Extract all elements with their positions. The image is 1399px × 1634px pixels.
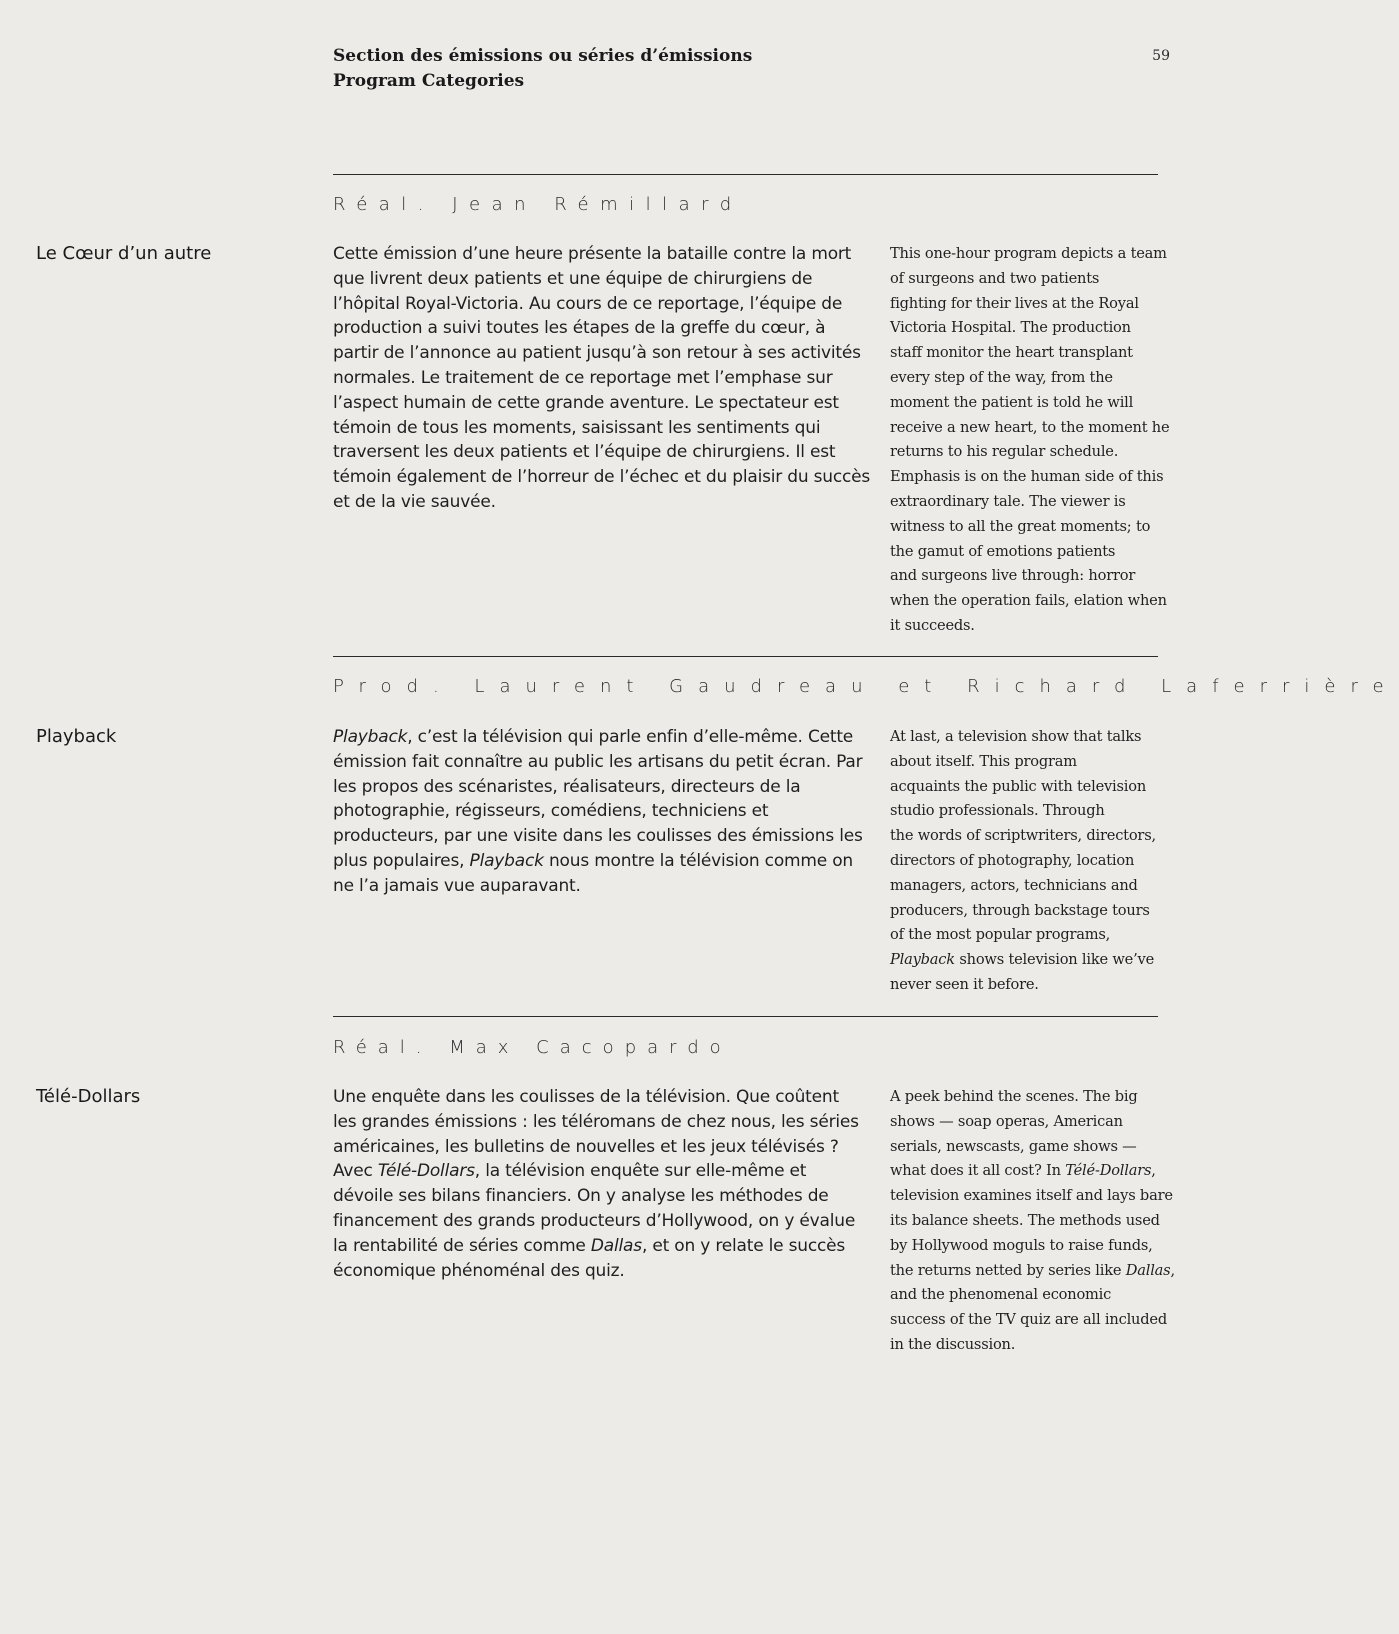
italic-title: Dallas bbox=[590, 1235, 642, 1256]
french-description bbox=[333, 242, 873, 515]
text-line: et de la vie sauvée. bbox=[333, 491, 496, 512]
text-line: its balance sheets. The methods used bbox=[890, 1211, 1160, 1229]
text-line: the words of scriptwriters, directors, bbox=[890, 827, 1156, 845]
section-heading-french: Section des émissions ou séries d’émissions bbox=[333, 46, 753, 66]
text-line: fighting for their lives at the Royal bbox=[890, 294, 1139, 312]
text-line: receive a new heart, to the moment he bbox=[890, 418, 1170, 436]
italic-title: Télé-Dollars bbox=[1065, 1162, 1152, 1180]
text-line: témoin également de l’horreur de l’échec et du plaisir du succès bbox=[333, 467, 871, 488]
text-line: la rentabilité de séries comme Dallas, et on y relate le succès bbox=[333, 1235, 846, 1256]
text-line: the gamut of emotions patients bbox=[890, 542, 1116, 560]
divider-rule bbox=[333, 1016, 1158, 1017]
text-line: Cette émission d’une heure présente la bataille contre la mort bbox=[333, 244, 852, 264]
text-line: moment the patient is told he will bbox=[890, 393, 1134, 411]
text-line: ne l’a jamais vue auparavant. bbox=[333, 875, 581, 896]
divider-rule bbox=[333, 656, 1158, 657]
text-line: about itself. This program bbox=[890, 752, 1077, 770]
text-line: This one-hour program depicts a team bbox=[890, 245, 1167, 262]
text-line: financement des grands producteurs d’Hollywood, on y évalue bbox=[333, 1210, 856, 1231]
english-description bbox=[890, 725, 1170, 998]
credit-line: Réal. Max Cacopardo bbox=[333, 1037, 732, 1058]
section-heading-english: Program Categories bbox=[333, 71, 525, 91]
text-line: Avec Télé-Dollars, la télévision enquête sur elle-même et bbox=[333, 1161, 807, 1182]
text-line: returns to his regular schedule. bbox=[890, 443, 1119, 461]
italic-title: Playback bbox=[890, 951, 955, 969]
french-description bbox=[333, 1085, 873, 1283]
text-line: every step of the way, from the bbox=[890, 368, 1113, 386]
text-line: never seen it before. bbox=[890, 975, 1039, 993]
program-title: Playback bbox=[36, 726, 117, 747]
text-line: les grandes émissions : les téléromans de chez nous, les séries bbox=[333, 1111, 859, 1132]
text-line: At last, a television show that talks bbox=[890, 728, 1142, 745]
text-line: Emphasis is on the human side of this bbox=[890, 468, 1164, 486]
text-line: of surgeons and two patients bbox=[890, 269, 1100, 287]
text-line: américaines, les bulletins de nouvelles et les jeux télévisés ? bbox=[333, 1136, 839, 1157]
text-line: extraordinary tale. The viewer is bbox=[890, 492, 1126, 510]
text-line: Une enquête dans les coulisses de la télévision. Que coûtent bbox=[333, 1087, 839, 1107]
program-title: Télé-Dollars bbox=[36, 1086, 141, 1107]
text-line: success of the TV quiz are all included bbox=[890, 1311, 1167, 1329]
text-line: of the most popular programs, bbox=[890, 926, 1111, 944]
text-line: and surgeons live through: horror bbox=[890, 567, 1136, 585]
text-line: when the operation fails, elation when bbox=[890, 592, 1167, 610]
credit-line: Réal. Jean Rémillard bbox=[333, 194, 743, 215]
text-line: television examines itself and lays bare bbox=[890, 1187, 1173, 1205]
text-line: l’aspect humain de cette grande aventure. Le spectateur est bbox=[333, 392, 839, 413]
text-line: it succeeds. bbox=[890, 616, 975, 634]
text-line: in the discussion. bbox=[890, 1335, 1016, 1353]
text-line: witness to all the great moments; to bbox=[890, 517, 1151, 535]
program-title: Le Cœur d’un autre bbox=[36, 243, 212, 264]
divider-rule bbox=[333, 174, 1158, 175]
english-description bbox=[890, 242, 1170, 639]
text-line: traversent les deux patients et l’équipe de chirurgiens. Il est bbox=[333, 442, 836, 463]
italic-title: Playback bbox=[333, 727, 408, 747]
text-line: Playback shows television like we’ve bbox=[890, 951, 1155, 969]
italic-title: Télé-Dollars bbox=[377, 1161, 475, 1182]
text-line: A peek behind the scenes. The big bbox=[890, 1088, 1138, 1105]
text-line: production a suivi toutes les étapes de la greffe du cœur, à bbox=[333, 318, 826, 339]
english-description bbox=[890, 1085, 1175, 1358]
text-line: économique phénoménal des quiz. bbox=[333, 1260, 625, 1281]
french-description bbox=[333, 725, 873, 899]
text-line: Victoria Hospital. The production bbox=[890, 319, 1131, 337]
text-line: staff monitor the heart transplant bbox=[890, 344, 1133, 362]
text-line: l’hôpital Royal-Victoria. Au cours de ce reportage, l’équipe de bbox=[333, 293, 843, 314]
text-line: what does it all cost? In Télé-Dollars, bbox=[890, 1162, 1156, 1180]
text-line: témoin de tous les moments, saisissant les sentiments qui bbox=[333, 417, 821, 438]
italic-title: Dallas bbox=[1125, 1261, 1171, 1279]
text-line: émission fait connaître au public les artisans du petit écran. Par bbox=[333, 751, 863, 772]
text-line: acquaints the public with television bbox=[890, 777, 1147, 795]
italic-title: Playback bbox=[469, 850, 544, 871]
text-line: producers, through backstage tours bbox=[890, 901, 1150, 919]
text-line: directors of photography, location bbox=[890, 851, 1135, 869]
text-line: managers, actors, technicians and bbox=[890, 876, 1138, 894]
text-line: normales. Le traitement de ce reportage met l’emphase sur bbox=[333, 367, 833, 388]
text-line: and the phenomenal economic bbox=[890, 1286, 1112, 1304]
text-line: les propos des scénaristes, réalisateurs, directeurs de la bbox=[333, 776, 801, 797]
text-line: dévoile ses bilans financiers. On y analyse les méthodes de bbox=[333, 1186, 829, 1207]
text-line: partir de l’annonce au patient jusqu’à son retour à ses activités bbox=[333, 343, 861, 364]
text-line: photographie, régisseurs, comédiens, techniciens et bbox=[333, 801, 769, 822]
text-line: plus populaires, Playback nous montre la télévision comme on bbox=[333, 850, 853, 871]
text-line: serials, newscasts, game shows — bbox=[890, 1137, 1137, 1155]
text-line: Playback, c’est la télévision qui parle enfin d’elle-même. Cette bbox=[333, 727, 854, 747]
text-line: studio professionals. Through bbox=[890, 802, 1105, 820]
text-line: producteurs, par une visite dans les coulisses des émissions les bbox=[333, 826, 863, 847]
credit-line: Prod. Laurent Gaudreau et Richard Laferrière bbox=[333, 676, 1399, 697]
page-header bbox=[333, 44, 752, 94]
text-line: the returns netted by series like Dallas, bbox=[890, 1261, 1175, 1279]
text-line: que livrent deux patients et une équipe de chirurgiens de bbox=[333, 268, 813, 289]
text-line: by Hollywood moguls to raise funds, bbox=[890, 1236, 1153, 1254]
page-number: 59 bbox=[1152, 48, 1170, 64]
text-line: shows — soap operas, American bbox=[890, 1112, 1123, 1130]
